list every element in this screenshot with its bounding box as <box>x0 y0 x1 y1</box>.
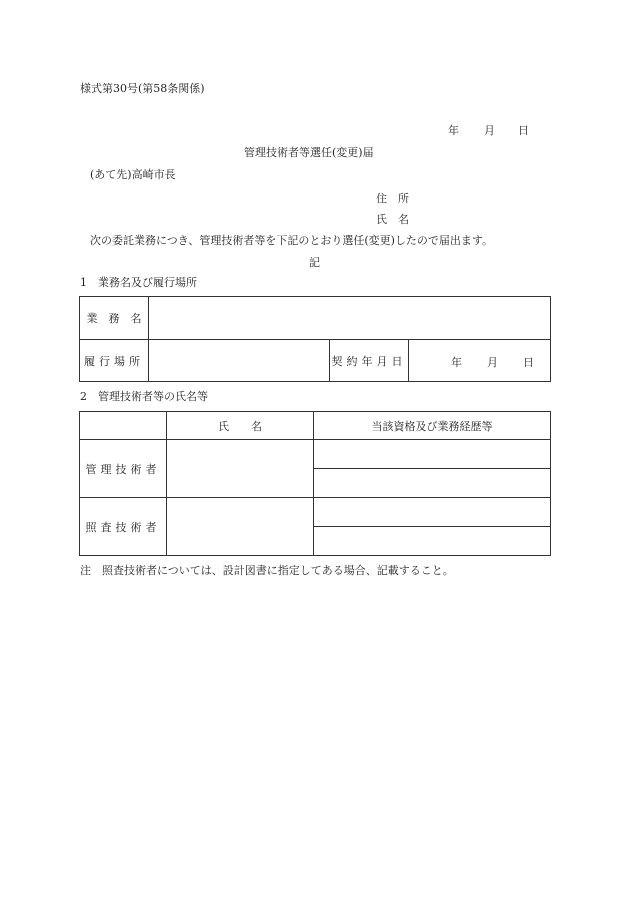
contract-date-field[interactable] <box>409 340 551 382</box>
contract-year-label: 年 <box>451 355 462 369</box>
header-empty-cell <box>80 412 167 440</box>
row-manager-label: 管理技術者 <box>80 440 167 498</box>
name-label: 氏 名 <box>376 213 409 226</box>
location-field[interactable] <box>149 340 330 382</box>
business-name-field[interactable] <box>149 297 551 340</box>
contract-month-label: 月 <box>487 355 498 369</box>
contract-day-label: 日 <box>523 355 534 369</box>
document-title: 管理技術者等選任(変更)届 <box>244 146 374 159</box>
manager-qualification-field-2[interactable] <box>314 469 551 498</box>
form-number: 様式第30号(第58条関係) <box>80 82 205 95</box>
business-table <box>79 296 551 382</box>
section2-heading: 2 管理技術者等の氏名等 <box>80 390 208 403</box>
col-name-header: 氏 名 <box>167 412 314 440</box>
date-month-label: 月 <box>484 124 495 137</box>
row-checker-label: 照査技術者 <box>80 498 167 556</box>
checker-name-field[interactable] <box>167 498 314 556</box>
date-day-label: 日 <box>518 124 529 137</box>
business-name-label: 業 務 名 <box>80 297 149 340</box>
note-text: 注 照査技術者については、設計図書に指定してある場合、記載すること。 <box>80 564 454 577</box>
address-label: 住 所 <box>376 192 409 205</box>
contract-date-label: 契約年月日 <box>330 340 409 382</box>
checker-qualification-field-1[interactable] <box>314 498 551 527</box>
ki-label: 記 <box>309 256 320 269</box>
date-year-label: 年 <box>448 124 459 137</box>
addressee: (あて先)高崎市長 <box>90 168 176 181</box>
location-label: 履行場所 <box>80 340 149 382</box>
manager-qualification-field-1[interactable] <box>314 440 551 469</box>
technician-table <box>79 411 551 556</box>
section1-heading: 1 業務名及び履行場所 <box>80 276 197 289</box>
manager-name-field[interactable] <box>167 440 314 498</box>
checker-qualification-field-2[interactable] <box>314 527 551 556</box>
col-qualification-header: 当該資格及び業務経歴等 <box>314 412 551 440</box>
statement-text: 次の委託業務につき、管理技術者等を下記のとおり選任(変更)したので届出ます。 <box>90 234 494 247</box>
